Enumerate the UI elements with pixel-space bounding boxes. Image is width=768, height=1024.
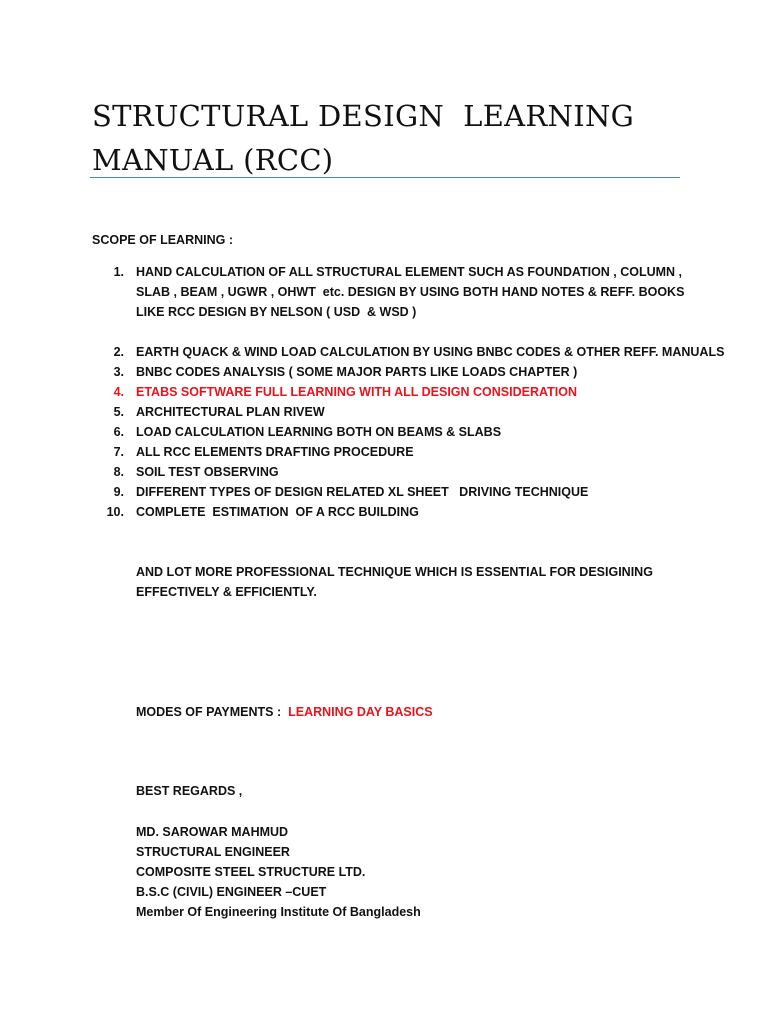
- list-item-text: COMPLETE ESTIMATION OF A RCC BUILDING: [136, 505, 419, 519]
- signature-role: STRUCTURAL ENGINEER: [136, 845, 290, 859]
- list-item-1-line-2: SLAB , BEAM , UGWR , OHWT etc. DESIGN BY USING BOTH HAND NOTES & REFF. BOOKS: [136, 285, 685, 299]
- list-item-number: 9.: [113, 485, 124, 499]
- closing-line-2: EFFECTIVELY & EFFICIENTLY.: [136, 585, 317, 599]
- title-underline: [90, 177, 680, 178]
- list-item-text: EARTH QUACK & WIND LOAD CALCULATION BY USING BNBC CODES & OTHER REFF. MANUALS: [136, 345, 725, 359]
- list-item-text: ALL RCC ELEMENTS DRAFTING PROCEDURE: [136, 445, 414, 459]
- signature-degree: B.S.C (CIVIL) ENGINEER –CUET: [136, 885, 327, 899]
- list-item-text: BNBC CODES ANALYSIS ( SOME MAJOR PARTS LIKE LOADS CHAPTER ): [136, 365, 578, 379]
- list-item-text: LOAD CALCULATION LEARNING BOTH ON BEAMS & SLABS: [136, 425, 502, 439]
- list-item-text: SOIL TEST OBSERVING: [136, 465, 279, 479]
- list-item-1-line-3: LIKE RCC DESIGN BY NELSON ( USD & WSD ): [136, 305, 417, 319]
- list-item-text: DIFFERENT TYPES OF DESIGN RELATED XL SHEET DRIVING TECHNIQUE: [136, 485, 589, 499]
- signature-membership: Member Of Engineering Institute Of Bangladesh: [136, 905, 421, 919]
- list-item-number: 3.: [113, 365, 124, 379]
- list-item-number: 7.: [113, 445, 124, 459]
- title-line-1: STRUCTURAL DESIGN LEARNING: [92, 99, 635, 133]
- closing-line-1: AND LOT MORE PROFESSIONAL TECHNIQUE WHICH IS ESSENTIAL FOR DESIGINING: [136, 565, 653, 579]
- list-item-text: ARCHITECTURAL PLAN RIVEW: [136, 405, 325, 419]
- title-line-2: MANUAL (RCC): [92, 143, 334, 177]
- list-item-number: 8.: [113, 465, 124, 479]
- list-item-number: 2.: [113, 345, 124, 359]
- list-item-text-highlighted: ETABS SOFTWARE FULL LEARNING WITH ALL DESIGN CONSIDERATION: [136, 385, 577, 399]
- payment-label: MODES OF PAYMENTS :: [136, 705, 282, 719]
- list-item-number: 1.: [113, 265, 124, 279]
- list-item-number-highlighted: 4.: [113, 385, 124, 399]
- list-item-number: 10.: [106, 505, 124, 519]
- list-item-number: 6.: [113, 425, 124, 439]
- payment-value: LEARNING DAY BASICS: [288, 705, 433, 719]
- regards: BEST REGARDS ,: [136, 784, 243, 798]
- payment-line: [136, 702, 433, 722]
- scope-heading: SCOPE OF LEARNING :: [92, 233, 233, 247]
- signature-name: MD. SAROWAR MAHMUD: [136, 825, 289, 839]
- signature-company: COMPOSITE STEEL STRUCTURE LTD.: [136, 865, 366, 879]
- list-item-number: 5.: [113, 405, 124, 419]
- list-item-1-line-1: HAND CALCULATION OF ALL STRUCTURAL ELEMENT SUCH AS FOUNDATION , COLUMN ,: [136, 265, 683, 279]
- document-title: [92, 94, 692, 182]
